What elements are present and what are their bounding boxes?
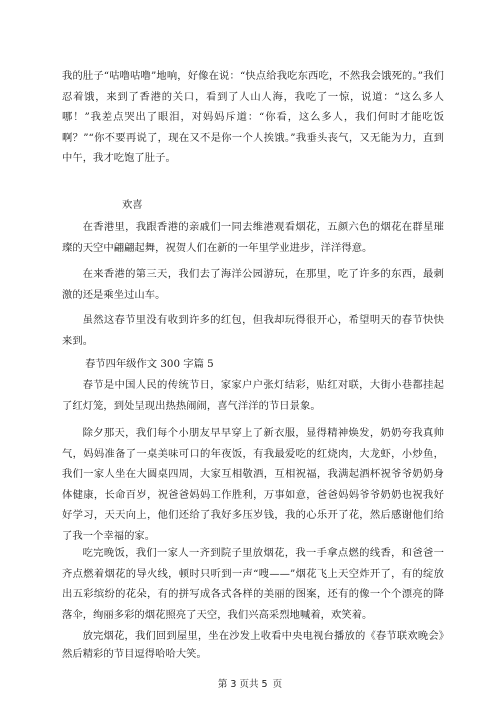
paragraph-red-envelopes: 虽然这春节里没有收到许多的红包，但我却玩得很开心，希望明天的春节快快来到。: [62, 314, 444, 347]
paragraph-setting-off-fireworks: 吃完晚饭，我们一家人一齐到院子里放烟花，我一手拿点燃的线香，和爸爸一齐点燃着烟花的导火线，顿时只听到一声“嗖——”烟花飞上天空炸开了，有的绽放出五彩缤纷的花朵，有的拼写成各式各样的美丽的图案，还有的像一个个漂亮的降落伞，绚丽多彩的烟花照亮了天空，我们兴高采烈地喊着，欢笑着。: [62, 547, 444, 621]
essay-heading: 春节四年级作文 300 字篇 5: [85, 358, 214, 370]
paragraph-fireworks-victoria-harbour: 在香港里，我跟香港的亲戚们一同去维港观看烟花，五颜六色的烟花在群星璀璨的天空中翩翩起舞，祝贺人们在新的一年里学业进步，洋洋得意。: [62, 221, 444, 254]
paragraph-spring-festival-intro: 春节是中国人民的传统节日，家家户户张灯结彩，贴红对联，大街小巷都挂起了红灯笼，到处呈现出热热闹闹，喜气洋洋的节日景象。: [62, 379, 444, 412]
paragraph-ocean-park: 在来香港的第三天，我们去了海洋公园游玩，在那里，吃了许多的东西，最刺激的还是乘坐过山车。: [62, 268, 444, 301]
page-footer: [0, 676, 500, 690]
page-number-label: 第 3 页共 5: [217, 679, 268, 690]
section-heading-joy: 欢喜: [122, 199, 143, 211]
paragraph-spring-festival-gala: 放完烟花，我们回到屋里，坐在沙发上收看中央电视台播放的《春节联欢晚会》然后精彩的节目逗得哈哈大笑。: [62, 630, 444, 660]
paragraph-new-years-eve-dinner: 除夕那天，我们每个小朋友早早穿上了新衣服，显得精神焕发，奶奶夸我真帅气，妈妈准备了一桌美味可口的年夜饭，有我最爱吃的红烧肉，大龙虾，小炒鱼，我们一家人坐在大圆桌四周，大家互相敬酒，互相祝福，我满起酒杯祝爷爷奶奶身体健康，长命百岁，祝爸爸妈妈工作胜利，万事如意，爸爸妈妈爷爷奶奶也祝我好好学习，天天向上，他们还给了我好多压岁钱，我的心乐开了花，然后感谢他们给了我一个幸福的家。: [62, 427, 444, 542]
page-number-suffix: 页: [272, 679, 283, 690]
paragraph-hunger: 我的肚子“咕噜咕噜”地响，好像在说：“快点给我吃东西吃，不然我会饿死的。”我们忍着饿，来到了香港的关口，看到了人山人海，我吃了一惊，说道：“这么多人哪！”我差点哭出了眼泪，对妈妈斥道：“你看，这么多人，我们何时才能吃饭啊？”“你不要再说了，现在又不是你一个人挨饿。”我垂头丧气，又无能为力，直到中午，我才吃饱了肚子。: [62, 70, 444, 164]
